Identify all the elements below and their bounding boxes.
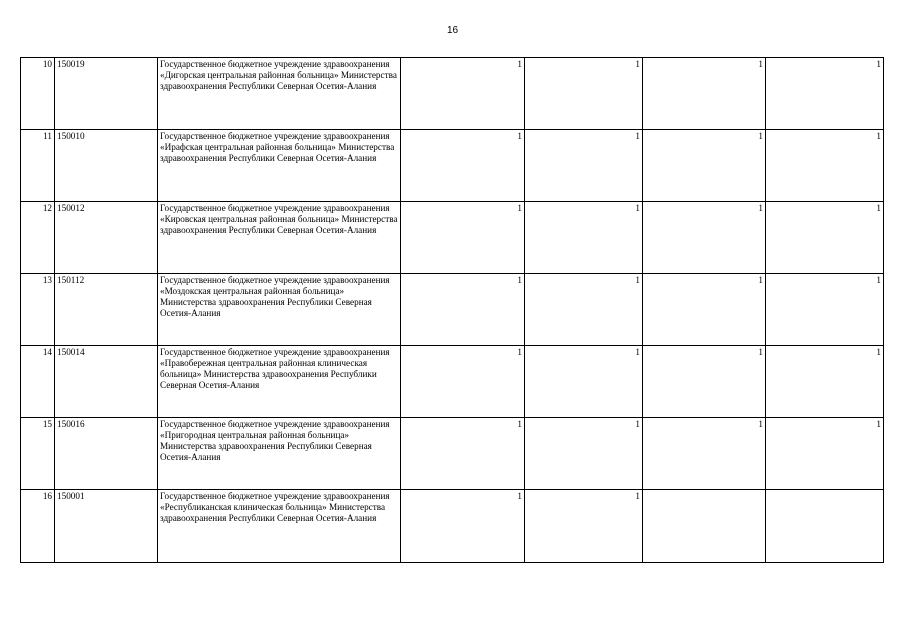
value-col-4 xyxy=(766,490,884,563)
row-number: 11 xyxy=(21,130,55,202)
row-number: 15 xyxy=(21,418,55,490)
value-col-2: 1 xyxy=(525,130,643,202)
institution-name: Государственное бюджетное учреждение здравоохранения «Моздокская центральная районная больница» Министерства здравоохранения Республики Северная Осетия-Алания xyxy=(158,274,401,346)
value-col-4: 1 xyxy=(766,202,884,274)
value-col-3: 1 xyxy=(643,274,766,346)
value-col-2: 1 xyxy=(525,490,643,563)
value-col-4: 1 xyxy=(766,58,884,130)
row-number: 12 xyxy=(21,202,55,274)
value-col-1: 1 xyxy=(401,58,525,130)
row-number: 13 xyxy=(21,274,55,346)
table-row xyxy=(21,202,884,274)
value-col-3: 1 xyxy=(643,202,766,274)
table-row xyxy=(21,130,884,202)
institution-code: 150014 xyxy=(55,346,158,418)
institution-code: 150010 xyxy=(55,130,158,202)
value-col-3: 1 xyxy=(643,346,766,418)
row-number: 14 xyxy=(21,346,55,418)
table-row xyxy=(21,274,884,346)
value-col-3: 1 xyxy=(643,130,766,202)
institution-name: Государственное бюджетное учреждение здравоохранения «Кировская центральная районная больница» Министерства здравоохранения Республики Северная Осетия-Алания xyxy=(158,202,401,274)
value-col-1: 1 xyxy=(401,490,525,563)
institution-code: 150112 xyxy=(55,274,158,346)
value-col-2: 1 xyxy=(525,418,643,490)
table-body xyxy=(21,58,884,563)
table-row xyxy=(21,418,884,490)
table-row xyxy=(21,58,884,130)
institution-code: 150016 xyxy=(55,418,158,490)
row-number: 16 xyxy=(21,490,55,563)
value-col-2: 1 xyxy=(525,274,643,346)
value-col-3: 1 xyxy=(643,58,766,130)
value-col-1: 1 xyxy=(401,346,525,418)
value-col-1: 1 xyxy=(401,274,525,346)
page-number: 16 xyxy=(446,25,459,36)
institution-code: 150012 xyxy=(55,202,158,274)
institution-name: Государственное бюджетное учреждение здравоохранения «Дигорская центральная районная больница» Министерства здравоохранения Республики Северная Осетия-Алания xyxy=(158,58,401,130)
table-row xyxy=(21,346,884,418)
value-col-4: 1 xyxy=(766,274,884,346)
institutions-table xyxy=(20,57,884,563)
institution-code: 150001 xyxy=(55,490,158,563)
institution-name: Государственное бюджетное учреждение здравоохранения «Республиканская клиническая больница» Министерства здравоохранения Республики Северная Осетия-Алания xyxy=(158,490,401,563)
table-row xyxy=(21,490,884,563)
value-col-3: 1 xyxy=(643,418,766,490)
value-col-2: 1 xyxy=(525,346,643,418)
value-col-2: 1 xyxy=(525,58,643,130)
institution-name: Государственное бюджетное учреждение здравоохранения «Пригородная центральная районная больница» Министерства здравоохранения Республики Северная Осетия-Алания xyxy=(158,418,401,490)
value-col-4: 1 xyxy=(766,346,884,418)
value-col-1: 1 xyxy=(401,202,525,274)
institution-name: Государственное бюджетное учреждение здравоохранения «Правобережная центральная районная клиническая больница» Министерства здравоохранения Республики Северная Осетия-Алания xyxy=(158,346,401,418)
value-col-1: 1 xyxy=(401,130,525,202)
value-col-4: 1 xyxy=(766,418,884,490)
value-col-1: 1 xyxy=(401,418,525,490)
value-col-4: 1 xyxy=(766,130,884,202)
value-col-3 xyxy=(643,490,766,563)
row-number: 10 xyxy=(21,58,55,130)
institution-name: Государственное бюджетное учреждение здравоохранения «Ирафская центральная районная больница» Министерства здравоохранения Республики Северная Осетия-Алания xyxy=(158,130,401,202)
institution-code: 150019 xyxy=(55,58,158,130)
value-col-2: 1 xyxy=(525,202,643,274)
